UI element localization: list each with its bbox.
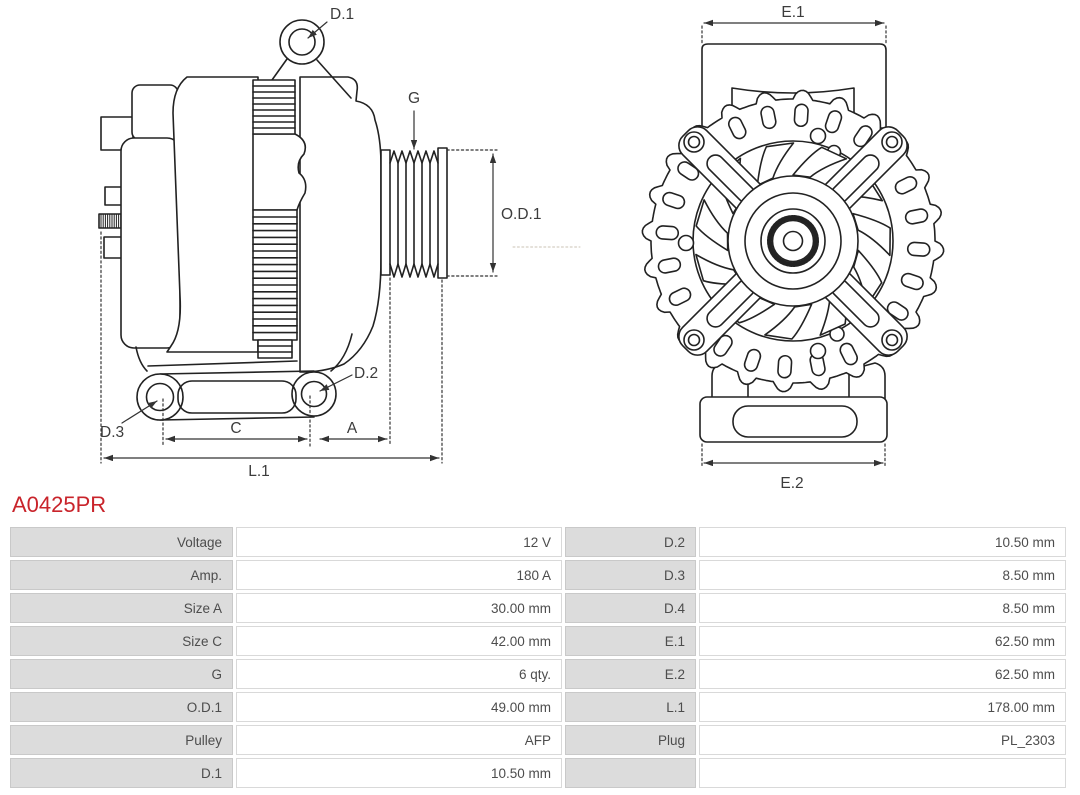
spec-value-cell: 180 A xyxy=(236,560,562,590)
spec-label-cell: L.1 xyxy=(565,692,696,722)
label-d1: D.1 xyxy=(330,6,355,23)
spec-value-cell: 10.50 mm xyxy=(236,758,562,788)
spec-label-cell: Pulley xyxy=(10,725,233,755)
spec-label-cell xyxy=(565,758,696,788)
spec-label-cell: Amp. xyxy=(10,560,233,590)
rear-cover xyxy=(121,138,180,348)
spec-value-cell: 6 qty. xyxy=(236,659,562,689)
stator-casting xyxy=(253,134,306,210)
label-d3: D.3 xyxy=(100,424,125,441)
pulley xyxy=(381,148,447,278)
mid-housing xyxy=(167,77,258,352)
spec-label-cell: E.2 xyxy=(565,659,696,689)
spec-value-cell: 49.00 mm xyxy=(236,692,562,722)
spec-value-cell: 30.00 mm xyxy=(236,593,562,623)
label-e1: E.1 xyxy=(781,4,805,21)
spec-label-cell: D.1 xyxy=(10,758,233,788)
label-g: G xyxy=(407,90,421,107)
spec-value-cell: 178.00 mm xyxy=(699,692,1066,722)
spec-value-cell: 8.50 mm xyxy=(699,593,1066,623)
front-housing xyxy=(300,77,381,372)
label-c: C xyxy=(230,420,242,437)
spec-label-cell: Plug xyxy=(565,725,696,755)
label-e2: E.2 xyxy=(780,475,804,492)
spec-label-cell: Voltage xyxy=(10,527,233,557)
spec-value-cell: 10.50 mm xyxy=(699,527,1066,557)
spec-label-cell: O.D.1 xyxy=(10,692,233,722)
label-a: A xyxy=(346,420,358,437)
spec-label-cell: D.2 xyxy=(565,527,696,557)
spec-label-cell: G xyxy=(10,659,233,689)
spec-value-cell: PL_2303 xyxy=(699,725,1066,755)
spec-value-cell: 12 V xyxy=(236,527,562,557)
spec-value-cell: 8.50 mm xyxy=(699,560,1066,590)
spec-value-cell: AFP xyxy=(236,725,562,755)
spec-label-cell: D.3 xyxy=(565,560,696,590)
spec-value-cell: 42.00 mm xyxy=(236,626,562,656)
label-od1: O.D.1 xyxy=(501,206,542,223)
spec-value-cell xyxy=(699,758,1066,788)
pulley-grooves xyxy=(390,151,438,277)
spec-table xyxy=(10,527,1066,788)
spec-label-cell: Size C xyxy=(10,626,233,656)
stator-ribs xyxy=(253,80,297,358)
side-view-drawing xyxy=(99,6,580,480)
splined-shaft xyxy=(770,218,817,265)
label-l1: L.1 xyxy=(248,463,270,480)
spec-label-cell: D.4 xyxy=(565,593,696,623)
part-number: A0425PR xyxy=(12,492,107,517)
spec-value-cell: 62.50 mm xyxy=(699,626,1066,656)
spec-label-cell: E.1 xyxy=(565,626,696,656)
label-d2: D.2 xyxy=(354,365,379,382)
spec-label-cell: Size A xyxy=(10,593,233,623)
front-view-drawing xyxy=(642,4,943,492)
rear-top-block xyxy=(132,85,178,140)
bottom-bracket-plate xyxy=(700,397,887,442)
spec-value-cell: 62.50 mm xyxy=(699,659,1066,689)
